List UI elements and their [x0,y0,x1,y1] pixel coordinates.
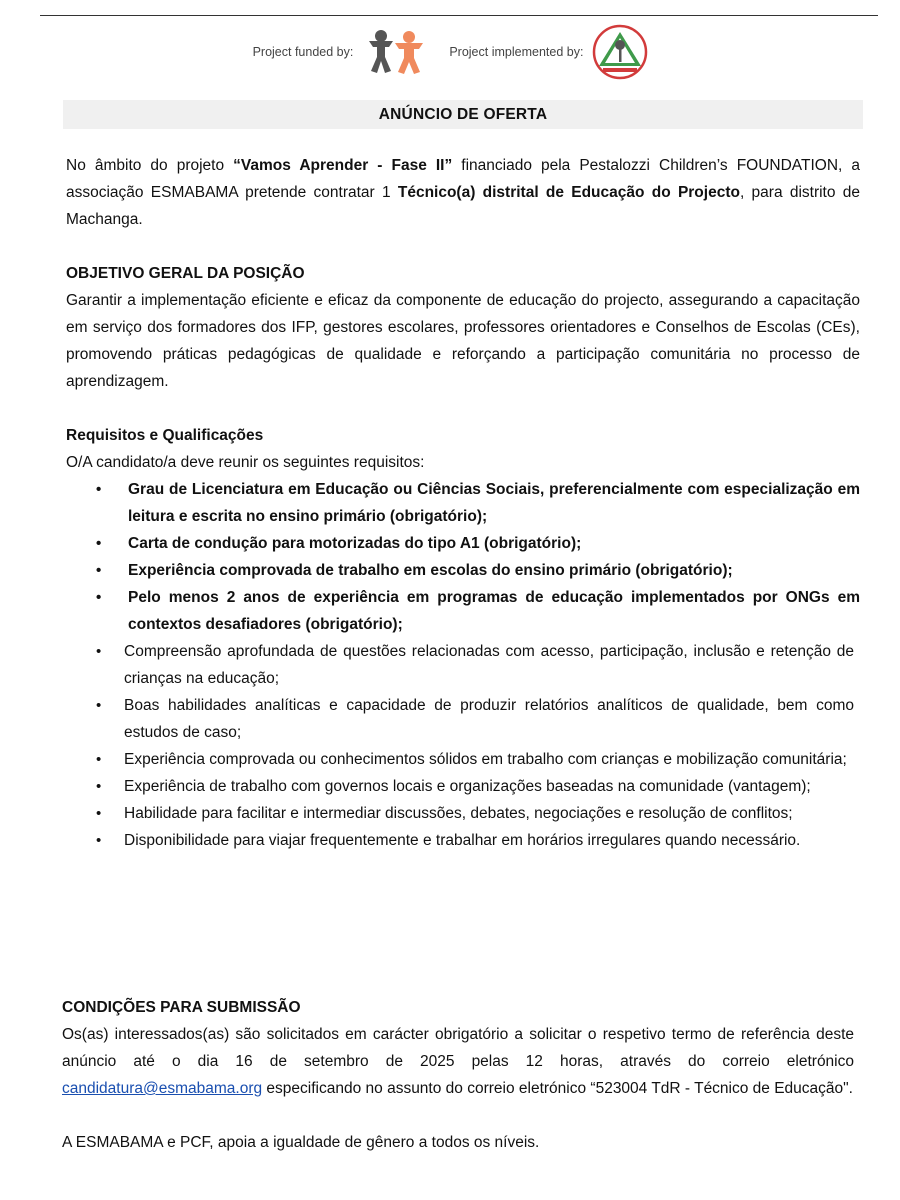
bullet-icon: • [96,643,102,660]
funded-by-label: Project funded by: [252,45,354,59]
list-item-text: Pelo menos 2 anos de experiência em programas de educação implementados por ONGs em contextos desafiadores (obrigatório); [128,589,860,633]
bullet-icon: • [96,535,102,552]
list-item-text: Disponibilidade para viajar frequentemente e trabalhar em horários irregulares quando necessário. [124,832,801,849]
email-link[interactable]: candidatura@esmabama.org [62,1080,263,1097]
bullet-icon: • [96,832,102,849]
list-item [66,476,860,530]
position-name: Técnico(a) distrital de Educação do Projecto [397,184,740,201]
requirements-heading: Requisitos e Qualificações [66,427,264,444]
list-item [66,584,860,638]
implemented-by-label: Project implemented by: [449,45,584,59]
requirements-list [66,476,860,854]
objective-text: Garantir a implementação eficiente e eficaz da componente de educação do projecto, assegurando a capacitação em serviço dos formadores dos IFP, gestores escolares, professores orientadores e Conselhos de Escolas (CEs), promovendo práticas pedagógicas de qualidade e reforçando a participação comunitária no processo de aprendizagem. [66,292,860,390]
document-body [66,152,860,854]
objective-heading: OBJETIVO GERAL DA POSIÇÃO [66,265,305,282]
list-item [66,530,860,557]
list-item-text: Experiência comprovada ou conhecimentos sólidos em trabalho com crianças e mobilização comunitária; [124,751,847,768]
submission-text-2: especificando no assunto do correio eletrónico “523004 TdR - Técnico de Educação". [262,1080,853,1097]
list-item-text: Experiência comprovada de trabalho em escolas do ensino primário (obrigatório); [128,562,733,579]
list-item-text: Habilidade para facilitar e intermediar discussões, debates, negociações e resolução de conflitos; [124,805,793,822]
funding-header [0,24,900,80]
pestalozzi-logo-icon [359,27,431,77]
list-item-text: Experiência de trabalho com governos locais e organizações baseadas na comunidade (vantagem); [124,778,811,795]
esmabama-logo-icon [589,24,651,80]
bullet-icon: • [96,562,102,579]
submission-section [62,994,854,1156]
list-item-text: Boas habilidades analíticas e capacidade de produzir relatórios analíticos de qualidade, bem como estudos de caso; [124,697,854,741]
page-title: ANÚNCIO DE OFERTA [63,100,863,129]
list-item [66,773,860,800]
list-item-text: Carta de condução para motorizadas do tipo A1 (obrigatório); [128,535,582,552]
bullet-icon: • [96,805,102,822]
list-item [66,692,860,746]
intro-text-1: No âmbito do projeto [66,157,234,174]
intro-text-2: financiado pela Pestalozzi Children’s FOUNDATION, a associação ESMABAMA pretende contratar 1 [66,157,860,201]
project-name: “Vamos Aprender - Fase II” [233,157,453,174]
intro-paragraph [66,152,860,233]
bullet-icon: • [96,778,102,795]
list-item [66,800,860,827]
list-item [66,638,860,692]
list-item-text: Grau de Licenciatura em Educação ou Ciências Sociais, preferencialmente com especialização em leitura e escrita no ensino primário (obrigatório); [128,481,860,525]
requirements-intro: O/A candidato/a deve reunir os seguintes requisitos: [66,454,425,471]
list-item [66,557,860,584]
list-item-text: Compreensão aprofundada de questões relacionadas com acesso, participação, inclusão e retenção de crianças na educação; [124,643,854,687]
list-item [66,827,860,854]
gender-equality-note: A ESMABAMA e PCF, apoia a igualdade de gênero a todos os níveis. [62,1134,540,1151]
submission-heading: CONDIÇÕES PARA SUBMISSÃO [62,999,301,1016]
submission-text [62,1021,854,1102]
list-item [66,746,860,773]
bullet-icon: • [96,697,102,714]
submission-text-1: Os(as) interessados(as) são solicitados em carácter obrigatório a solicitar o respetivo termo de referência deste anúncio até o dia 16 de setembro de 2025 pelas 12 horas, através do correio eletrónico [62,1026,854,1070]
bullet-icon: • [96,589,102,606]
intro-text-3: , para distrito de Machanga. [66,184,860,228]
top-rule [40,15,878,16]
bullet-icon: • [96,751,102,768]
bullet-icon: • [96,481,102,498]
